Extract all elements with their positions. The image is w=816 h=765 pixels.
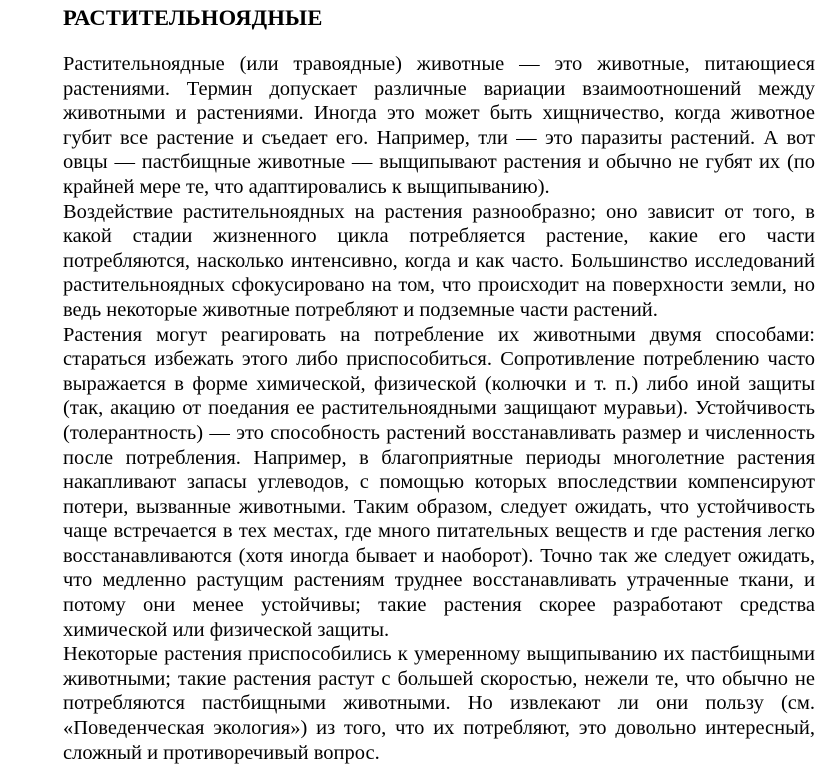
document-page <box>63 0 815 764</box>
page-title: РАСТИТЕЛЬНОЯДНЫЕ <box>63 5 323 30</box>
article-body <box>63 52 815 765</box>
paragraph-1: Растительноядные (или травоядные) животные — это животные, питающиеся растениями. Термин допускает различные вариации взаимоотношений между животными и растениями. Иногда это может быть хищничество, когда животное губит все растение и съедает его. Например, тли — это паразиты растений. А вот овцы — пастбищные животные — выщипывают растения и обычно не губят их (по крайней мере те, что адаптировались к выщипыванию). <box>63 53 815 198</box>
paragraph-2: Воздействие растительноядных на растения разнообразно; оно зависит от того, в какой стадии жизненного цикла потребляется растение, какие его части потребляются, насколько интенсивно, когда и как часто. Большинство исследований растительноядных сфокусировано на том, что происходит на поверхности земли, но ведь некоторые животные потребляют и подземные части растений. <box>63 200 815 321</box>
paragraph-4: Некоторые растения приспособились к умеренному выщипыванию их пастбищными животными; такие растения растут с большей скоростью, нежели те, что обычно не потребляются пастбищными животными. Но извлекают ли они пользу (см. «Поведенческая экология») из того, что их потребляют, это довольно интересный, сложный и противоречивый вопрос. <box>63 643 815 764</box>
paragraph-3: Растения могут реагировать на потребление их животными двумя способами: стараться избежать этого либо приспособиться. Сопротивление потреблению часто выражается в форме химической, физической (колючки и т. п.) либо иной защиты (так, акацию от поедания ее растительноядными защищают муравьи). Устойчивость (толерантность) — это способность растений восстанавливать размер и численность после потребления. Например, в благоприятные периоды многолетние растения накапливают запасы углеводов, с помощью которых впоследствии компенсируют потери, вызванные животными. Таким образом, следует ожидать, что устойчивость чаще встречается в тех местах, где много питательных веществ и где растения легко восстанавливаются (хотя иногда бывает и наоборот). Точно так же следует ожидать, что медленно растущим растениям труднее восстанавливать утраченные ткани, и потому они менее устойчивы; такие растения скорее разработают средства химической или физической защиты. <box>63 323 815 641</box>
